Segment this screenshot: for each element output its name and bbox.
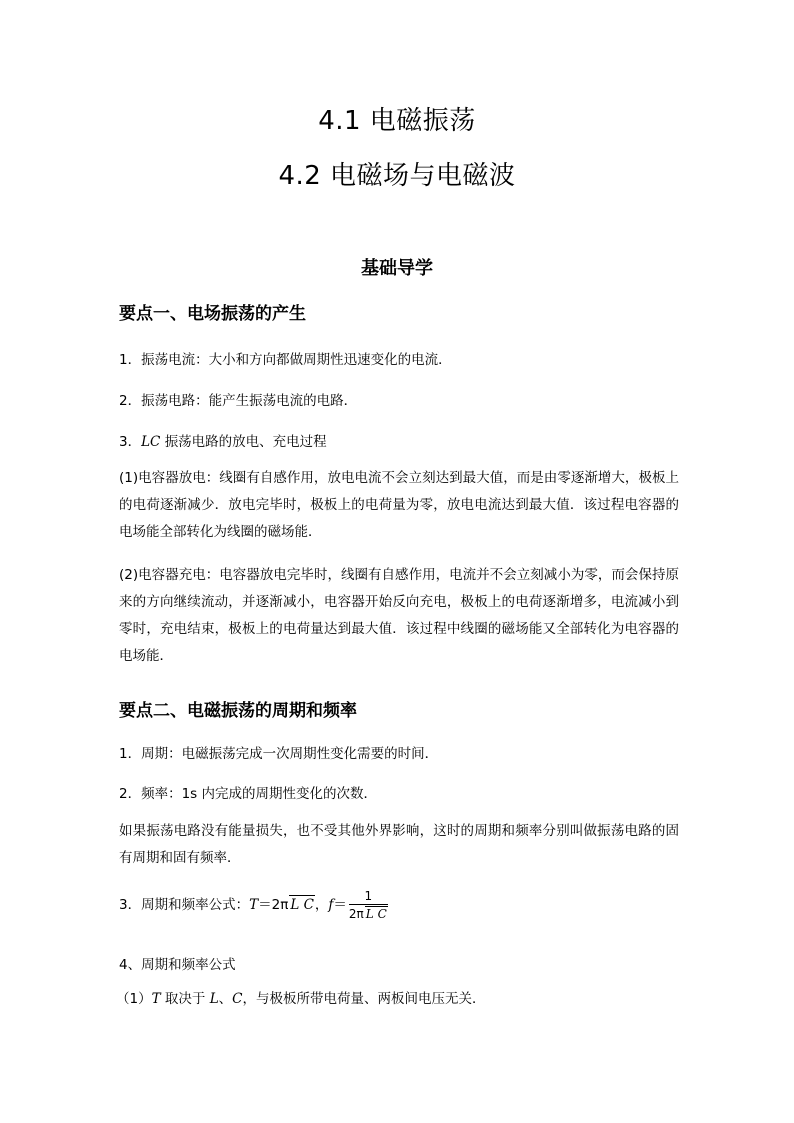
formula-label: 3．周期和频率公式： (119, 897, 250, 913)
point2-para: 如果振荡电路没有能量损失，也不受其他外界影响，这时的周期和频率分别叫做振荡电路的固有周期和固有频率． (119, 823, 679, 866)
point2-item1: 1．周期：电磁振荡完成一次周期性变化需要的时间． (119, 746, 439, 762)
formula-sqrt-lc: L C (290, 897, 314, 913)
formula-fraction (349, 889, 388, 921)
sub1-text2: ，与极板所带电荷量、两板间电压无关． (242, 991, 486, 1007)
point1-item2: 2．振荡电路：能产生振荡电流的电路． (119, 393, 358, 409)
fraction-numerator: 1 (364, 889, 373, 903)
point1-heading: 要点一、电场振荡的产生 (119, 304, 306, 324)
formula-sep: ， (314, 897, 329, 913)
formula-line (119, 889, 388, 921)
sub1-T: T (151, 991, 161, 1007)
denominator-sqrt-lc: L C (365, 907, 387, 921)
point2-sub1 (116, 987, 486, 1007)
point1-item1: 1．振荡电流：大小和方向都做周期性迅速变化的电流． (119, 352, 452, 368)
lc-symbol: LC (141, 434, 161, 450)
point2-item2: 2．频率：1s 内完成的周期性变化的次数． (119, 786, 378, 802)
point1-item3 (119, 430, 327, 450)
title-line-1: 4.1 电磁振荡 (318, 106, 476, 136)
item3-text: 振荡电路的放电、充电过程 (164, 434, 327, 450)
sub1-comma: 、 (218, 991, 233, 1007)
point2-item4: 4、周期和频率公式 (119, 957, 236, 973)
title-line-2: 4.2 电磁场与电磁波 (278, 161, 516, 191)
sub1-C: C (232, 991, 243, 1007)
formula-eq2: ＝ (333, 897, 347, 913)
denominator-prefix: 2π (348, 907, 364, 921)
sub1-prefix: （1） (116, 991, 152, 1007)
point2-heading: 要点二、电磁振荡的周期和频率 (119, 701, 357, 721)
formula-f: f (328, 897, 334, 913)
point1-para-discharge: (1)电容器放电：线圈有自感作用，放电电流不会立刻达到最大值，而是由零逐渐增大，极板上的电荷逐渐减少．放电完毕时，极板上的电荷量为零，放电电流达到最大值．该过程电容器的电场能全部转化为线圈的磁场能． (119, 470, 679, 540)
formula-eq1: ＝2π (258, 897, 289, 913)
point1-para-charge: (2)电容器充电：电容器放电完毕时，线圈有自感作用，电流并不会立刻减小为零，而会保持原来的方向继续流动，并逐渐减小，电容器开始反向充电，极板上的电荷逐渐增多，电流减小到零时，充电结束，极板上的电荷量达到最大值．该过程中线圈的磁场能又全部转化为电容器的电场能． (119, 567, 679, 664)
sub1-L: L (209, 991, 219, 1007)
formula-T: T (249, 897, 259, 913)
sub1-text1: 取决于 (160, 991, 210, 1007)
section-title: 基础导学 (361, 258, 433, 279)
item3-prefix: 3． (119, 434, 142, 450)
fraction-denominator (349, 904, 388, 921)
